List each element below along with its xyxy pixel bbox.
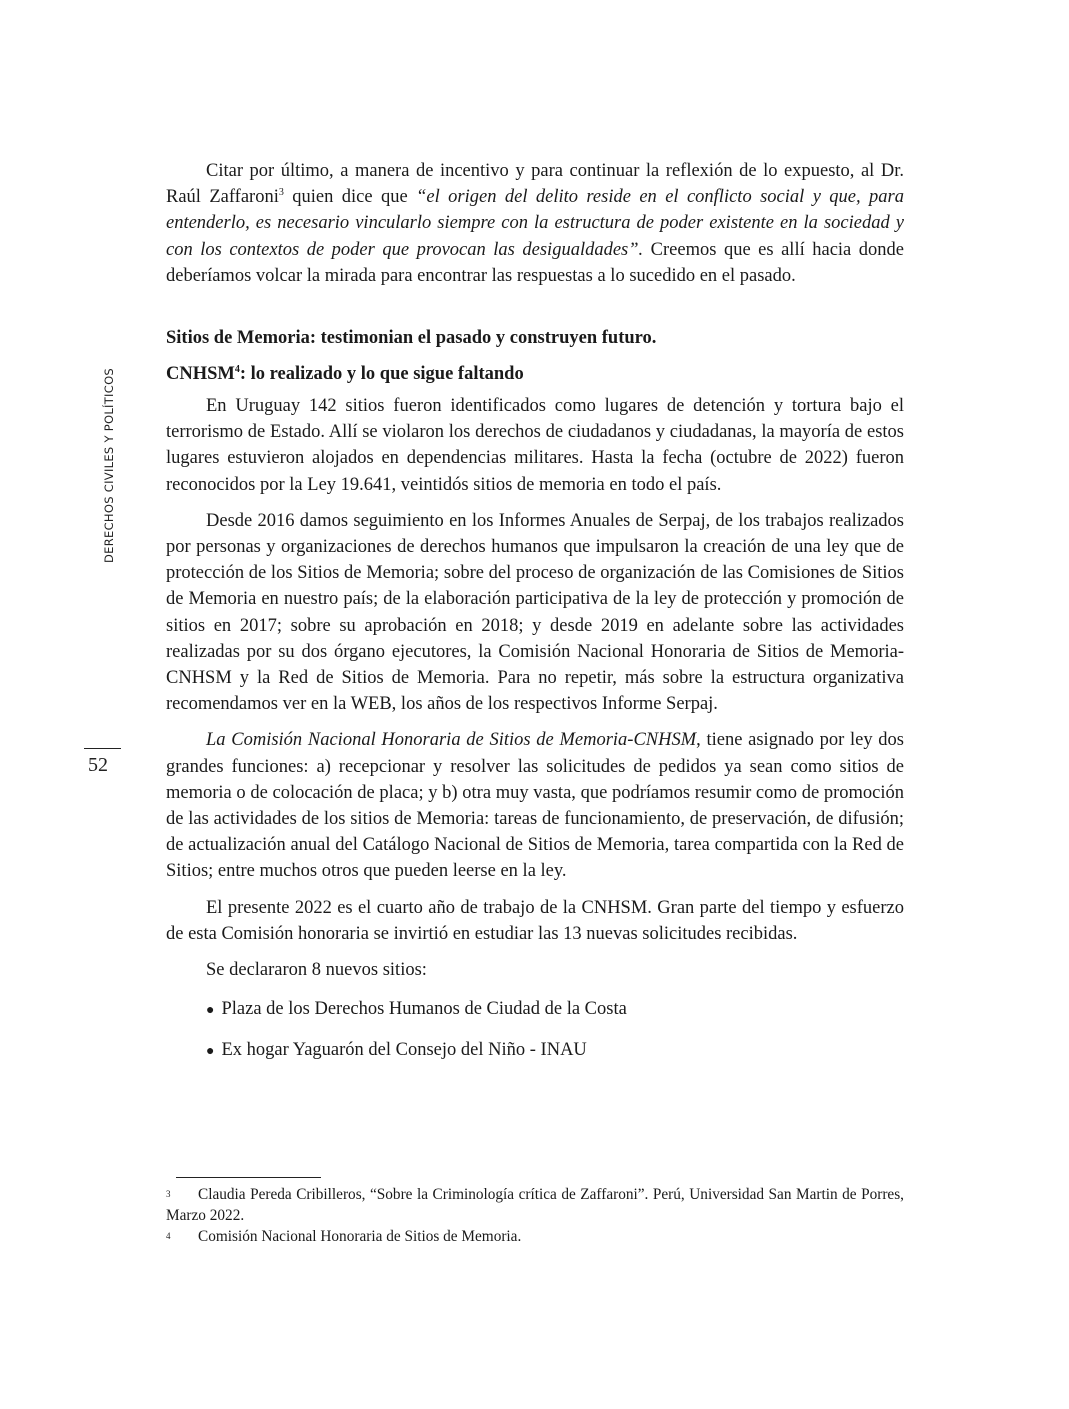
paragraph-cnhsm-functions — [166, 727, 904, 884]
list-item — [206, 996, 904, 1024]
list-item-text: Ex hogar Yaguarón del Consejo del Niño - INAU — [221, 1040, 587, 1061]
paragraph-new-sites: Se declararon 8 nuevos sitios: — [206, 960, 427, 981]
paragraph-intro — [166, 158, 904, 289]
footnote-number: 4 — [166, 1231, 171, 1241]
paragraph-fourth-year: El presente 2022 es el cuarto año de trabajo de la CNHSM. Gran parte del tiempo y esfuerzo de esta Comisión honoraria se invirtió en estudiar las 13 nuevas solicitudes recibidas. — [166, 897, 904, 944]
section-running-head: DERECHOS CIVILES Y POLÍTICOS — [102, 367, 116, 563]
bullet-icon: ● — [206, 1003, 215, 1019]
list-item — [206, 1037, 904, 1065]
page-number: 52 — [88, 754, 108, 776]
footnote-number: 3 — [166, 1189, 171, 1199]
intro-quote: “el origen del delito reside en el conflicto social y que, para entenderlo, es necesario vincularlo siempre con la estructura de poder existente en la sociedad y con los contextos de poder que provocan las desigualdades”. — [166, 187, 904, 260]
footnotes — [166, 1184, 904, 1247]
subsection-heading — [166, 361, 904, 387]
intro-text-c: Creemos que es allí hacia donde deberíamos volcar la mirada para encontrar las respuestas a lo sucedido en el pasado. — [166, 239, 904, 286]
footnote-3 — [166, 1184, 904, 1226]
footnote-ref-3: 3 — [278, 187, 284, 199]
cnhsm-functions-text: , tiene asignado por ley dos grandes funciones: a) recepcionar y resolver las solicitudes de pedidos ya sean como sitios de memoria o de colocación de placa; y b) otra muy vasta, que podríamos resumir como de promoción de las actividades de los sitios de Memoria: tareas de funcionamiento, de preservación, de difusión; de actualización anual del Catálogo Nacional de Sitios de Memoria, tarea compartida con la Red de Sitios; entre muchos otros que pueden leerse en la ley. — [166, 730, 904, 882]
subsection-heading-main: CNHSM — [166, 364, 235, 385]
footnote-text: Comisión Nacional Honoraria de Sitios de Memoria. — [198, 1228, 522, 1245]
footnote-ref-4: 4 — [234, 363, 240, 375]
footnote-4 — [166, 1226, 904, 1247]
new-sites-list — [206, 996, 904, 1065]
paragraph-uruguay-sites: En Uruguay 142 sitios fueron identificados como lugares de detención y tortura bajo el terrorismo de Estado. Allí se violaron los derechos de ciudadanos y ciudadanas, la mayoría de estos lugares estuvieron alojados en dependencias militares. Hasta la fecha (octubre de 2022) fueron reconocidos por la Ley 19.641, veintidós sitios de memoria en todo el país. — [166, 396, 904, 495]
page-number-rule — [84, 748, 121, 749]
cnhsm-name: La Comisión Nacional Honoraria de Sitios de Memoria-CNHSM — [206, 730, 697, 751]
subsection-heading-rest: : lo realizado y lo que sigue faltando — [239, 364, 524, 385]
main-text — [166, 158, 904, 1078]
paragraph-serpaj-reports: Desde 2016 damos seguimiento en los Informes Anuales de Serpaj, de los trabajos realizados por personas y organizaciones de derechos humanos que impulsaron la creación de una ley que de protección de los Sitios de Memoria; sobre del proceso de organización de las Comisiones de Sitios de Memoria en nuestro país; de la elaboración participativa de la ley de protección y promoción de sitios en 2017; sobre su aprobación en 2018; y desde 2019 en adelante sobre las actividades realizadas por su dos órgano ejecutores, la Comisión Nacional Honoraria de Sitios de Memoria-CNHSM y la Red de Sitios de Memoria. Para no repetir, más sobre la estructura organizativa recomendamos ver en la WEB, los años de los respectivos Informe Serpaj. — [166, 510, 904, 715]
intro-text-b: quien dice que — [283, 187, 417, 208]
section-heading: Sitios de Memoria: testimonian el pasado y construyen futuro. — [166, 328, 657, 349]
intro-text-a: Citar por último, a manera de incentivo y para continuar la reflexión de lo expuesto, al Dr. Raúl Zaffaroni — [166, 161, 904, 208]
footnote-text: Claudia Pereda Cribilleros, “Sobre la Criminología crítica de Zaffaroni”. Perú, Universidad San Martin de Porres, Marzo 2022. — [166, 1186, 904, 1224]
list-item-text: Plaza de los Derechos Humanos de Ciudad de la Costa — [221, 999, 627, 1020]
footnote-separator — [176, 1177, 321, 1178]
bullet-icon: ● — [206, 1044, 215, 1060]
